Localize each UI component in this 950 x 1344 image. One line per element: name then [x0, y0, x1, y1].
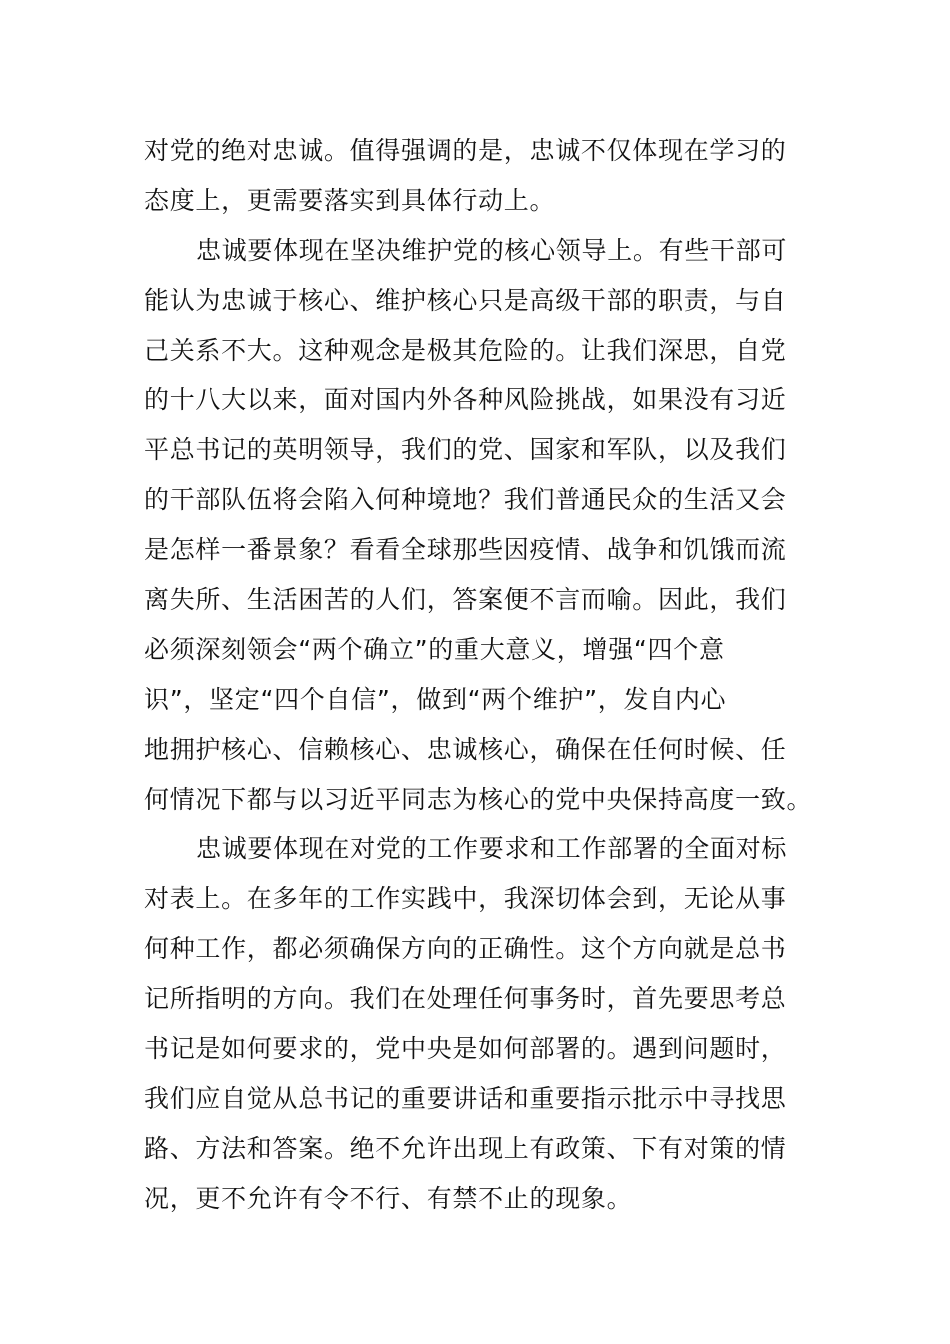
text-line: 平总书记的英明领导，我们的党、国家和军队，以及我们: [144, 435, 787, 465]
text-line: 必须深刻领会“两个确立”的重大意义，增强“四个意: [144, 634, 725, 664]
text-line: 能认为忠诚于核心、维护核心只是高级干部的职责，与自: [144, 285, 787, 315]
text-line: 况，更不允许有令不行、有禁不止的现象。: [144, 1183, 633, 1213]
text-line: 态度上，更需要落实到具体行动上。: [144, 185, 556, 215]
text-line: 何情况下都与以习近平同志为核心的党中央保持高度一致。: [144, 784, 813, 814]
text-line: 离失所、生活困苦的人们，答案便不言而喻。因此，我们: [144, 585, 787, 615]
text-line: 我们应自觉从总书记的重要讲话和重要指示批示中寻找思: [144, 1083, 787, 1113]
text-line: 己关系不大。这种观念是极其危险的。让我们深思，自党: [144, 335, 787, 365]
text-line: 书记是如何要求的，党中央是如何部署的。遇到问题时，: [144, 1034, 787, 1064]
paragraph-first-line: 忠诚要体现在对党的工作要求和工作部署的全面对标: [196, 834, 788, 864]
text-line: 识”，坚定“四个自信”，做到“两个维护”，发自内心: [144, 684, 727, 714]
text-line: 记所指明的方向。我们在处理任何事务时，首先要思考总: [144, 984, 787, 1014]
text-line: 的十八大以来，面对国内外各种风险挑战，如果没有习近: [144, 385, 787, 415]
body-text: [144, 126, 813, 1224]
text-line: 是怎样一番景象？看看全球那些因疫情、战争和饥饿而流: [144, 535, 787, 565]
text-line: 的干部队伍将会陷入何种境地？我们普通民众的生活又会: [144, 485, 787, 515]
text-line: 对表上。在多年的工作实践中，我深切体会到，无论从事: [144, 884, 787, 914]
paragraph-first-line: 忠诚要体现在坚决维护党的核心领导上。有些干部可: [196, 235, 788, 265]
text-line: 对党的绝对忠诚。值得强调的是，忠诚不仅体现在学习的: [144, 136, 787, 165]
text-line: 何种工作，都必须确保方向的正确性。这个方向就是总书: [144, 934, 787, 964]
text-line: 路、方法和答案。绝不允许出现上有政策、下有对策的情: [144, 1133, 787, 1163]
text-line: 地拥护核心、信赖核心、忠诚核心，确保在任何时候、任: [144, 734, 787, 764]
